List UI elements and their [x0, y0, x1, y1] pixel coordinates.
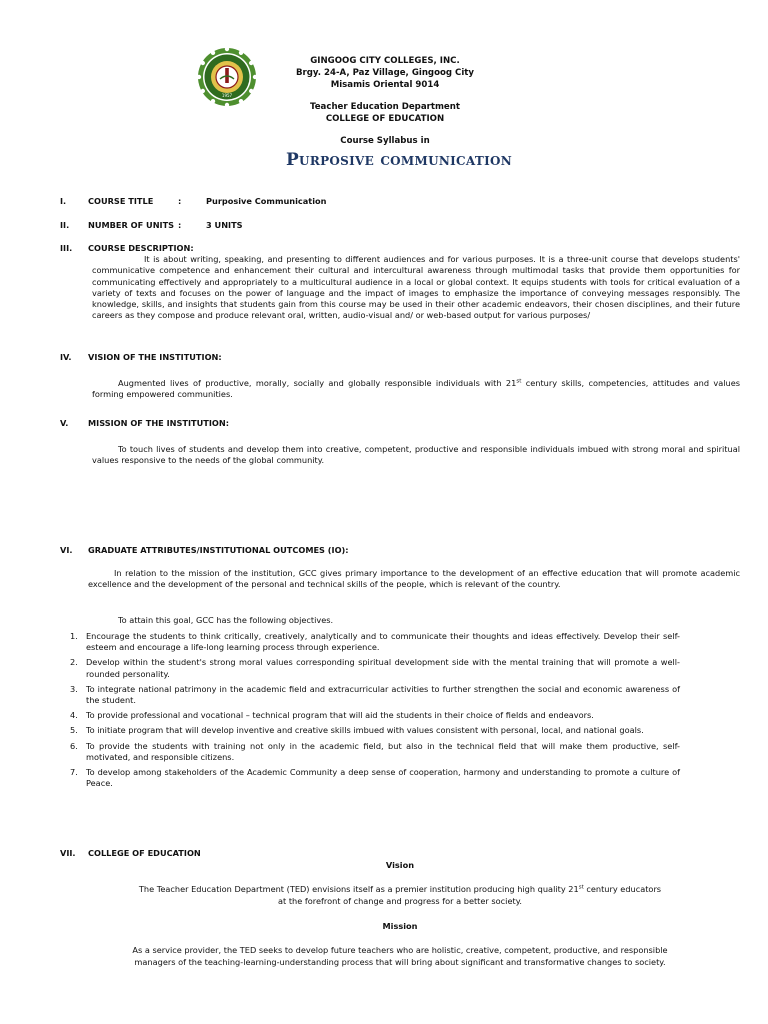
list-item: 6. To provide the students with training not only in the academic field, but also in the technical field that will make them productive, self-motivated, and responsible citizens.	[70, 740, 680, 762]
section-number: V.	[60, 418, 69, 428]
course-title-banner: Purposive communication	[285, 150, 513, 170]
department-name: Teacher Education Department	[310, 102, 460, 112]
section-number: I.	[60, 196, 67, 206]
college-vision-line1: The Teacher Education Department (TED) envisions itself as a premier institution producing high quality 21st century educators	[138, 884, 662, 894]
section-heading: COURSE TITLE	[88, 196, 154, 206]
section-number: VI.	[60, 545, 73, 555]
course-description-text: It is about writing, speaking, and presenting to different audiences and for various purposes. It is a three-unit course that develops students' communicative competence and enhancement their cultural and intercultural awareness through multimodal tasks that provide them opportunities for communicating effectively and appropriately to a multicultural audience in a local or global context. It equips students with tools for critical evaluation of a variety of texts and focuses on the power of language and the impact of images to emphasize the importance of conveying messages responsibly. The knowledge, skills, and insights that students gain from this course may be used in their other academic endeavors, their chosen disciplines, and their future careers as they compose and produce relevant oral, written, audio-visual and/ or web-based output for various purposes/	[92, 254, 740, 321]
section-heading: VISION OF THE INSTITUTION:	[88, 352, 222, 362]
institution-header	[250, 55, 520, 147]
objectives-list	[70, 631, 680, 793]
list-item: 7. To develop among stakeholders of the Academic Community a deep sense of cooperation, harmony and understanding to promote a culture of Peace.	[70, 767, 680, 789]
list-item: 4. To provide professional and vocational – technical program that will aid the students in their choice of fields and endeavors.	[70, 710, 594, 721]
list-item: 1. Encourage the students to think critically, creatively, analytically and to communicate their thoughts and ideas effectively. Develop their self-esteem and encourage a life-long learning process through experience.	[70, 631, 680, 653]
college-vision-line2: at the forefront of change and progress for a better society.	[278, 896, 522, 906]
section-number: IV.	[60, 352, 72, 362]
seal-year: 1957	[221, 93, 233, 98]
college-mission-line2: managers of the teaching-learning-understanding process that will bring about significant and transformative changes to society.	[134, 957, 666, 967]
course-title-value: Purposive Communication	[206, 196, 327, 206]
list-item: 3. To integrate national patrimony in the academic field and extracurricular activities to further strengthen the social and economic awareness of the student.	[70, 683, 680, 706]
units-value: 3 UNITS	[206, 220, 243, 230]
institution-mission-text: To touch lives of students and develop them into creative, competent, productive and responsible individuals imbued with strong moral and spiritual values responsive to the needs of the global community.	[92, 444, 740, 466]
college-mission-line1: As a service provider, the TED seeks to develop future teachers who are holistic, creative, competent, productive, and responsible	[132, 945, 668, 955]
college-name: COLLEGE OF EDUCATION	[325, 114, 445, 124]
section-number: III.	[60, 243, 73, 253]
section-heading: COLLEGE OF EDUCATION	[88, 848, 201, 858]
section-heading: MISSION OF THE INSTITUTION:	[88, 418, 229, 428]
syllabus-label: Course Syllabus in	[340, 136, 430, 146]
objectives-lead: To attain this goal, GCC has the following objectives.	[118, 615, 334, 625]
college-seal-logo	[196, 46, 258, 108]
section-number: VII.	[60, 848, 76, 858]
school-address-line1: Brgy. 24-A, Paz Village, Gingoog City	[295, 68, 475, 78]
section-heading: COURSE DESCRIPTION:	[88, 243, 194, 253]
section-colon: :	[178, 220, 182, 230]
section-heading: GRADUATE ATTRIBUTES/INSTITUTIONAL OUTCOMES (IO):	[88, 545, 349, 555]
institution-vision-text: Augmented lives of productive, morally, socially and globally responsible individuals with 21st century skills, competencies, attitudes and values forming empowered communities.	[92, 378, 741, 400]
college-vision-heading: Vision	[385, 860, 415, 870]
section-number: II.	[60, 220, 70, 230]
school-address-line2: Misamis Oriental 9014	[330, 80, 440, 90]
list-item: 2. Develop within the student's strong moral values corresponding spiritual development side with the mental training that will promote a well-rounded personality.	[70, 657, 680, 679]
school-name: GINGOOG CITY COLLEGES, INC.	[310, 56, 460, 66]
list-item: 5. To initiate program that will develop inventive and creative skills imbued with values consistent with personal, local, and national goals.	[70, 725, 644, 736]
college-mission-heading: Mission	[382, 921, 418, 931]
graduate-attributes-intro: In relation to the mission of the institution, GCC gives primary importance to the development of an effective education that will promote academic excellence and the development of the personal and technical skills of the people, which is relevant of the country.	[88, 568, 740, 590]
section-colon: :	[178, 196, 182, 206]
section-heading: NUMBER OF UNITS	[88, 220, 175, 230]
